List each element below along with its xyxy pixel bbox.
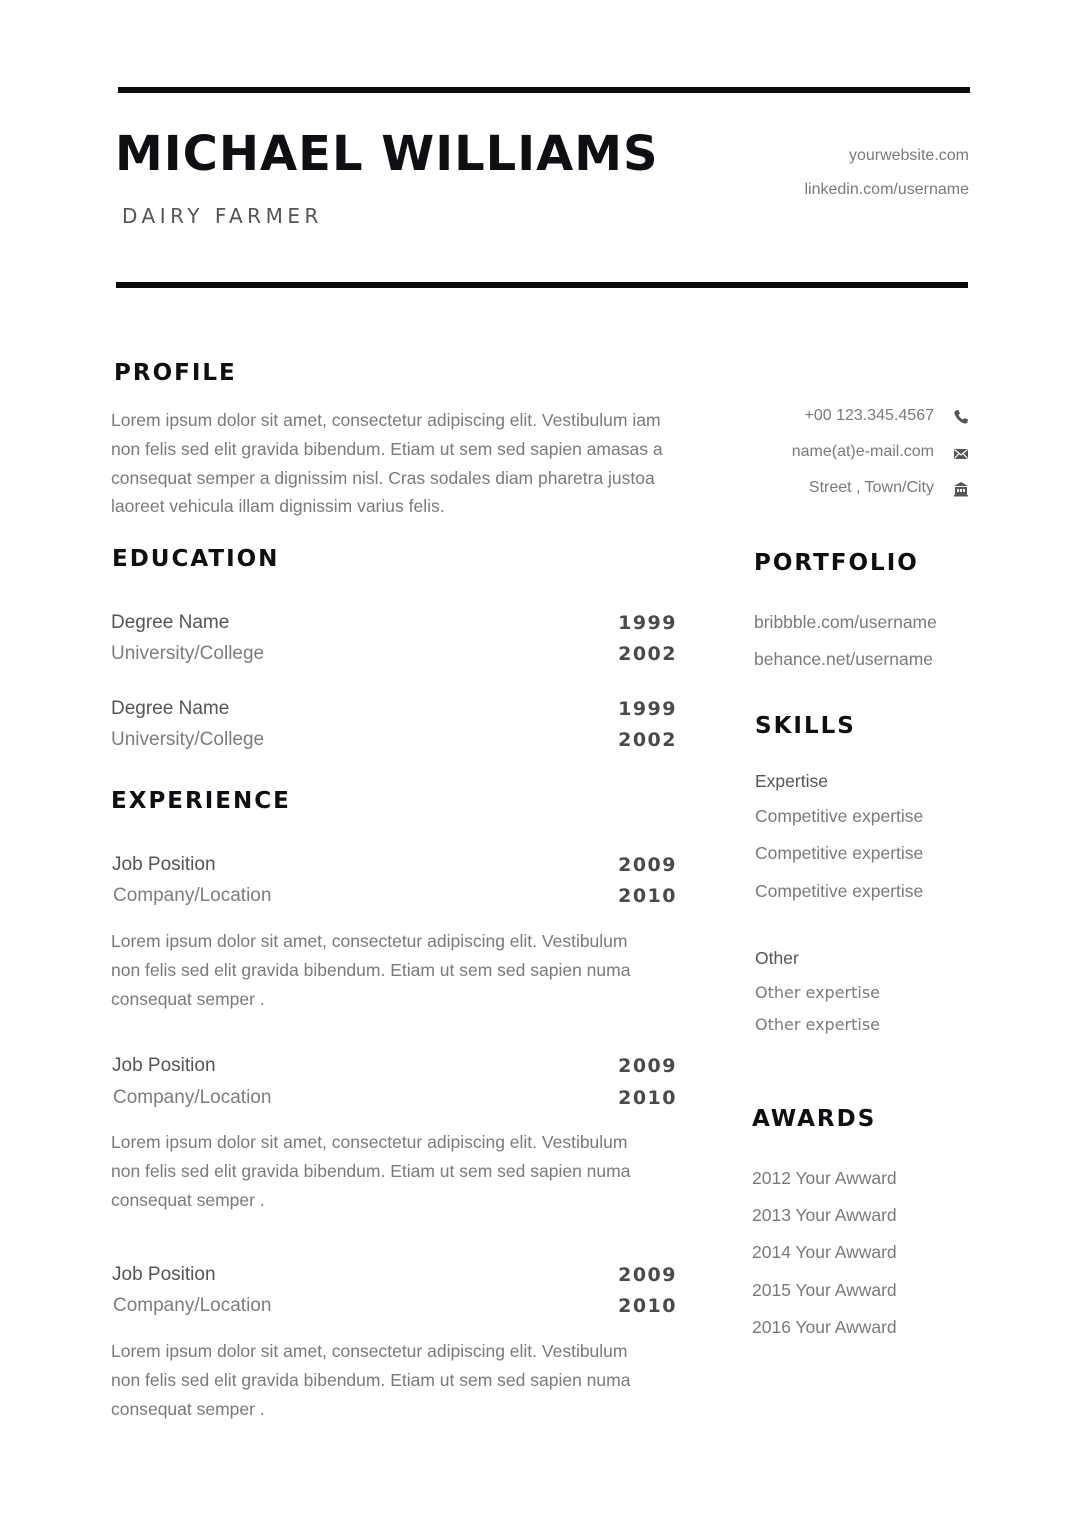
description-line: Lorem ipsum dolor sit amet, consectetur adipiscing elit. Vestibulum	[111, 1341, 628, 1361]
linkedin-link[interactable]: linkedin.com/username	[804, 181, 969, 198]
job-start-year: 2009	[618, 1264, 677, 1286]
job-position: Job Position	[112, 1264, 216, 1285]
job-end-year: 2010	[618, 1295, 677, 1317]
phone-icon	[953, 409, 969, 425]
education-start-year: 1999	[618, 698, 677, 720]
award-item: 2015 Your Awward	[752, 1280, 897, 1300]
envelope-icon	[953, 446, 969, 462]
skill-item: Competitive expertise	[755, 843, 924, 863]
skill-item: Competitive expertise	[755, 881, 924, 901]
top-rule	[118, 87, 970, 93]
description-line: non felis sed elit gravida bibendum. Etiam ut sem sed sapien numa	[111, 959, 631, 980]
profile-text	[111, 406, 663, 521]
description-line: consequat semper .	[111, 988, 265, 1009]
website-link[interactable]: yourwebsite.com	[848, 147, 969, 164]
profile-line: laoreet vehicula illam dignissim varius felis.	[111, 496, 445, 517]
job-company: Company/Location	[113, 885, 272, 906]
phone-text: +00 123.345.4567	[804, 407, 934, 424]
job-end-year: 2010	[618, 885, 677, 907]
bottom-rule	[116, 282, 968, 288]
portfolio-link-behance[interactable]: behance.net/username	[754, 649, 934, 669]
education-start-year: 1999	[618, 612, 677, 634]
education-degree: Degree Name	[111, 698, 230, 719]
description-line: Lorem ipsum dolor sit amet, consectetur adipiscing elit. Vestibulum	[111, 931, 628, 951]
job-company: Company/Location	[113, 1295, 272, 1316]
email-text: name(at)e-mail.com	[791, 443, 934, 460]
award-item: 2013 Your Awward	[752, 1205, 897, 1225]
skills-other-label: Other	[755, 948, 799, 968]
job-end-year: 2010	[618, 1087, 677, 1109]
job-company: Company/Location	[113, 1087, 272, 1108]
award-item: 2016 Your Awward	[752, 1317, 897, 1337]
job-start-year: 2009	[618, 1055, 677, 1077]
job-start-year: 2009	[618, 854, 677, 876]
description-line: non felis sed elit gravida bibendum. Etiam ut sem sed sapien numa	[111, 1160, 631, 1181]
profile-line: non felis sed elit gravida bibendum. Etiam ut sem sed sapien amasas a	[111, 438, 663, 459]
skills-expertise-label: Expertise	[755, 771, 828, 791]
job-description	[111, 927, 630, 1013]
portfolio-link-dribbble[interactable]: bribbble.com/username	[754, 612, 937, 632]
awards-heading: AWARDS	[752, 1106, 877, 1132]
description-line: Lorem ipsum dolor sit amet, consectetur adipiscing elit. Vestibulum	[111, 1132, 628, 1152]
portfolio-heading: PORTFOLIO	[754, 550, 919, 576]
address-text: Street , Town/City	[808, 479, 934, 496]
education-heading: EDUCATION	[112, 546, 280, 572]
education-end-year: 2002	[618, 643, 677, 665]
education-school: University/College	[111, 729, 265, 750]
job-description	[111, 1128, 630, 1214]
skills-heading: SKILLS	[755, 713, 856, 739]
other-skill-item: Other expertise	[755, 983, 881, 1002]
profile-line: Lorem ipsum dolor sit amet, consectetur adipiscing elit. Vestibulum iam	[111, 410, 661, 430]
award-item: 2014 Your Awward	[752, 1242, 897, 1262]
award-item: 2012 Your Awward	[752, 1168, 897, 1188]
job-position: Job Position	[112, 1055, 216, 1076]
other-skill-item: Other expertise	[755, 1015, 881, 1034]
description-line: non felis sed elit gravida bibendum. Etiam ut sem sed sapien numa	[111, 1369, 631, 1390]
education-degree: Degree Name	[111, 612, 230, 633]
education-end-year: 2002	[618, 729, 677, 751]
education-school: University/College	[111, 643, 265, 664]
description-line: consequat semper .	[111, 1398, 265, 1419]
profile-line: consequat semper a dignissim nisl. Cras sodales diam pharetra justoa	[111, 467, 655, 488]
candidate-name: MICHAEL WILLIAMS	[115, 126, 659, 182]
job-title: DAIRY FARMER	[122, 204, 323, 228]
profile-heading: PROFILE	[114, 360, 237, 386]
experience-heading: EXPERIENCE	[111, 788, 291, 814]
description-line: consequat semper .	[111, 1189, 265, 1210]
skill-item: Competitive expertise	[755, 806, 924, 826]
building-icon	[953, 481, 969, 497]
job-description	[111, 1337, 630, 1423]
job-position: Job Position	[112, 854, 216, 875]
